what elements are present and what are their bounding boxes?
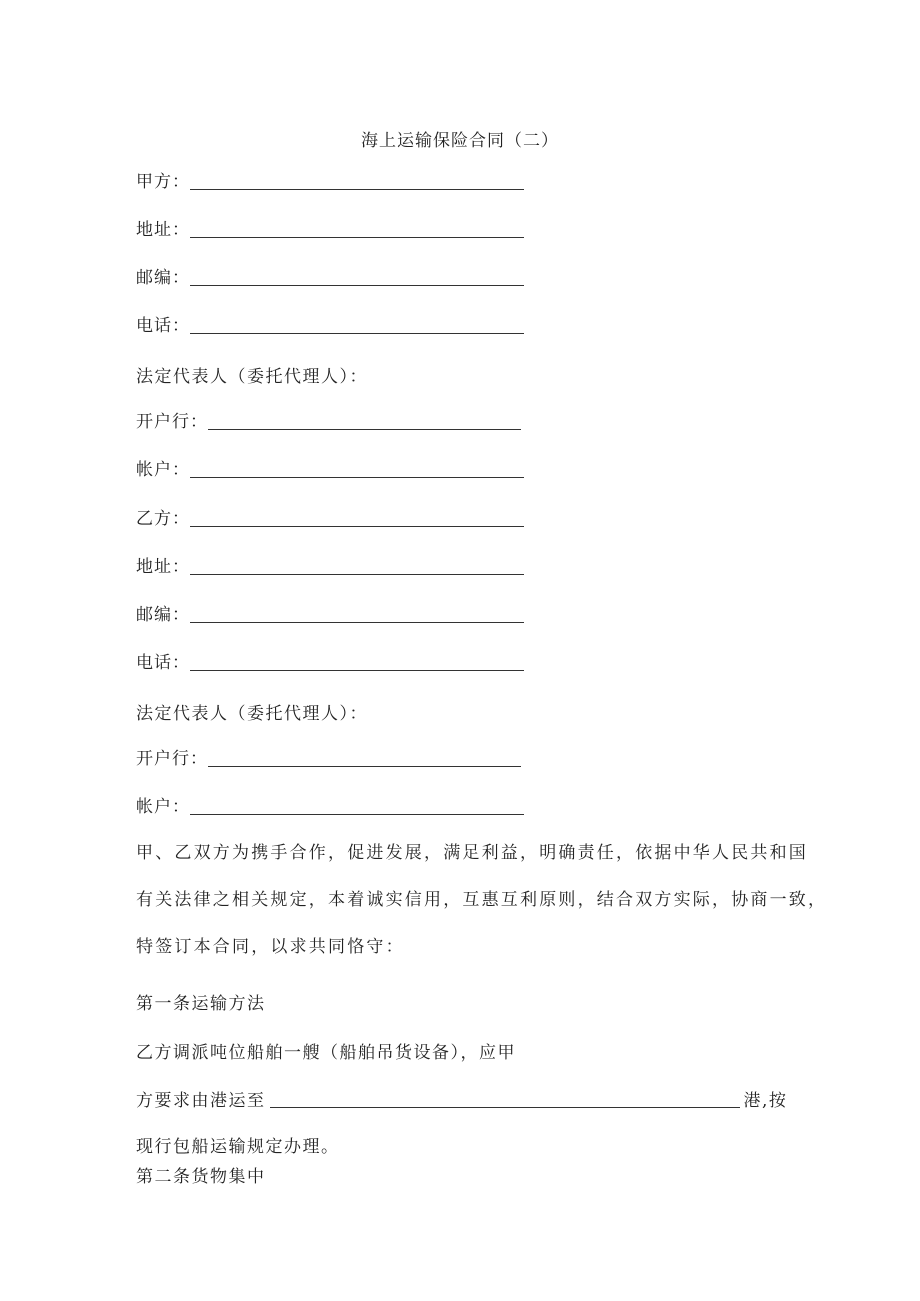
article-1-heading: 第一条运输方法 bbox=[136, 994, 266, 1014]
article-1-line-3: 现行包船运输规定办理。 bbox=[136, 1137, 340, 1157]
party-b-address-field bbox=[136, 553, 524, 577]
party-a-phone-label: 电话： bbox=[136, 316, 190, 336]
party-b-postcode-field bbox=[136, 601, 524, 625]
party-b-address-label: 地址： bbox=[136, 557, 190, 577]
party-b-phone-field bbox=[136, 649, 524, 673]
party-a-address-label: 地址： bbox=[136, 220, 190, 240]
party-b-representative-label: 法定代表人（委托代理人）： bbox=[136, 704, 368, 724]
party-b-name-field bbox=[136, 505, 524, 529]
party-a-address-blank bbox=[190, 237, 524, 238]
destination-port-blank bbox=[270, 1107, 740, 1108]
party-b-account-blank bbox=[190, 814, 524, 815]
party-b-account-label: 帐户： bbox=[136, 797, 190, 817]
party-a-bank-label: 开户行： bbox=[136, 412, 208, 432]
article-2-heading: 第二条货物集中 bbox=[136, 1167, 266, 1187]
preamble-paragraph bbox=[136, 830, 828, 971]
article-1-destination-line bbox=[136, 1086, 787, 1111]
party-a-name-blank bbox=[190, 189, 524, 190]
preamble-line-2: 有关法律之相关规定，本着诚实信用，互惠互利原则，结合双方实际，协商一致， bbox=[136, 890, 828, 910]
party-a-bank-field bbox=[136, 408, 521, 432]
preamble-line-3: 特签订本合同，以求共同恪守： bbox=[136, 937, 405, 957]
party-b-address-blank bbox=[190, 574, 524, 575]
document-title: 海上运输保险合同（二） bbox=[361, 131, 559, 151]
party-a-account-field bbox=[136, 456, 524, 480]
preamble-line-1: 甲、乙双方为携手合作，促进发展，满足利益，明确责任，依据中华人民共和国 bbox=[136, 843, 808, 863]
party-b-phone-label: 电话： bbox=[136, 653, 190, 673]
party-a-name-field bbox=[136, 168, 524, 192]
party-b-postcode-label: 邮编： bbox=[136, 605, 190, 625]
party-b-name-blank bbox=[190, 526, 524, 527]
party-a-phone-blank bbox=[190, 333, 524, 334]
article-1-line-2-suffix: 港,按 bbox=[743, 1091, 788, 1111]
party-b-phone-blank bbox=[190, 670, 524, 671]
party-b-name-label: 乙方： bbox=[136, 509, 190, 529]
party-a-bank-blank bbox=[208, 429, 521, 430]
party-a-representative-label: 法定代表人（委托代理人）： bbox=[136, 367, 368, 387]
party-a-name-label: 甲方： bbox=[136, 172, 190, 192]
party-b-account-field bbox=[136, 793, 524, 817]
party-a-postcode-label: 邮编： bbox=[136, 268, 190, 288]
party-b-bank-label: 开户行： bbox=[136, 749, 208, 769]
party-a-postcode-blank bbox=[190, 285, 524, 286]
party-a-account-blank bbox=[190, 477, 524, 478]
party-a-address-field bbox=[136, 216, 524, 240]
party-b-bank-blank bbox=[208, 766, 521, 767]
party-b-bank-field bbox=[136, 745, 521, 769]
article-1-line-1: 乙方调派吨位船舶一艘（船舶吊货设备），应甲 bbox=[136, 1043, 516, 1063]
party-a-account-label: 帐户： bbox=[136, 460, 190, 480]
party-b-postcode-blank bbox=[190, 622, 524, 623]
party-a-postcode-field bbox=[136, 264, 524, 288]
party-a-phone-field bbox=[136, 312, 524, 336]
article-1-line-2-prefix: 方要求由港运至 bbox=[136, 1091, 266, 1111]
